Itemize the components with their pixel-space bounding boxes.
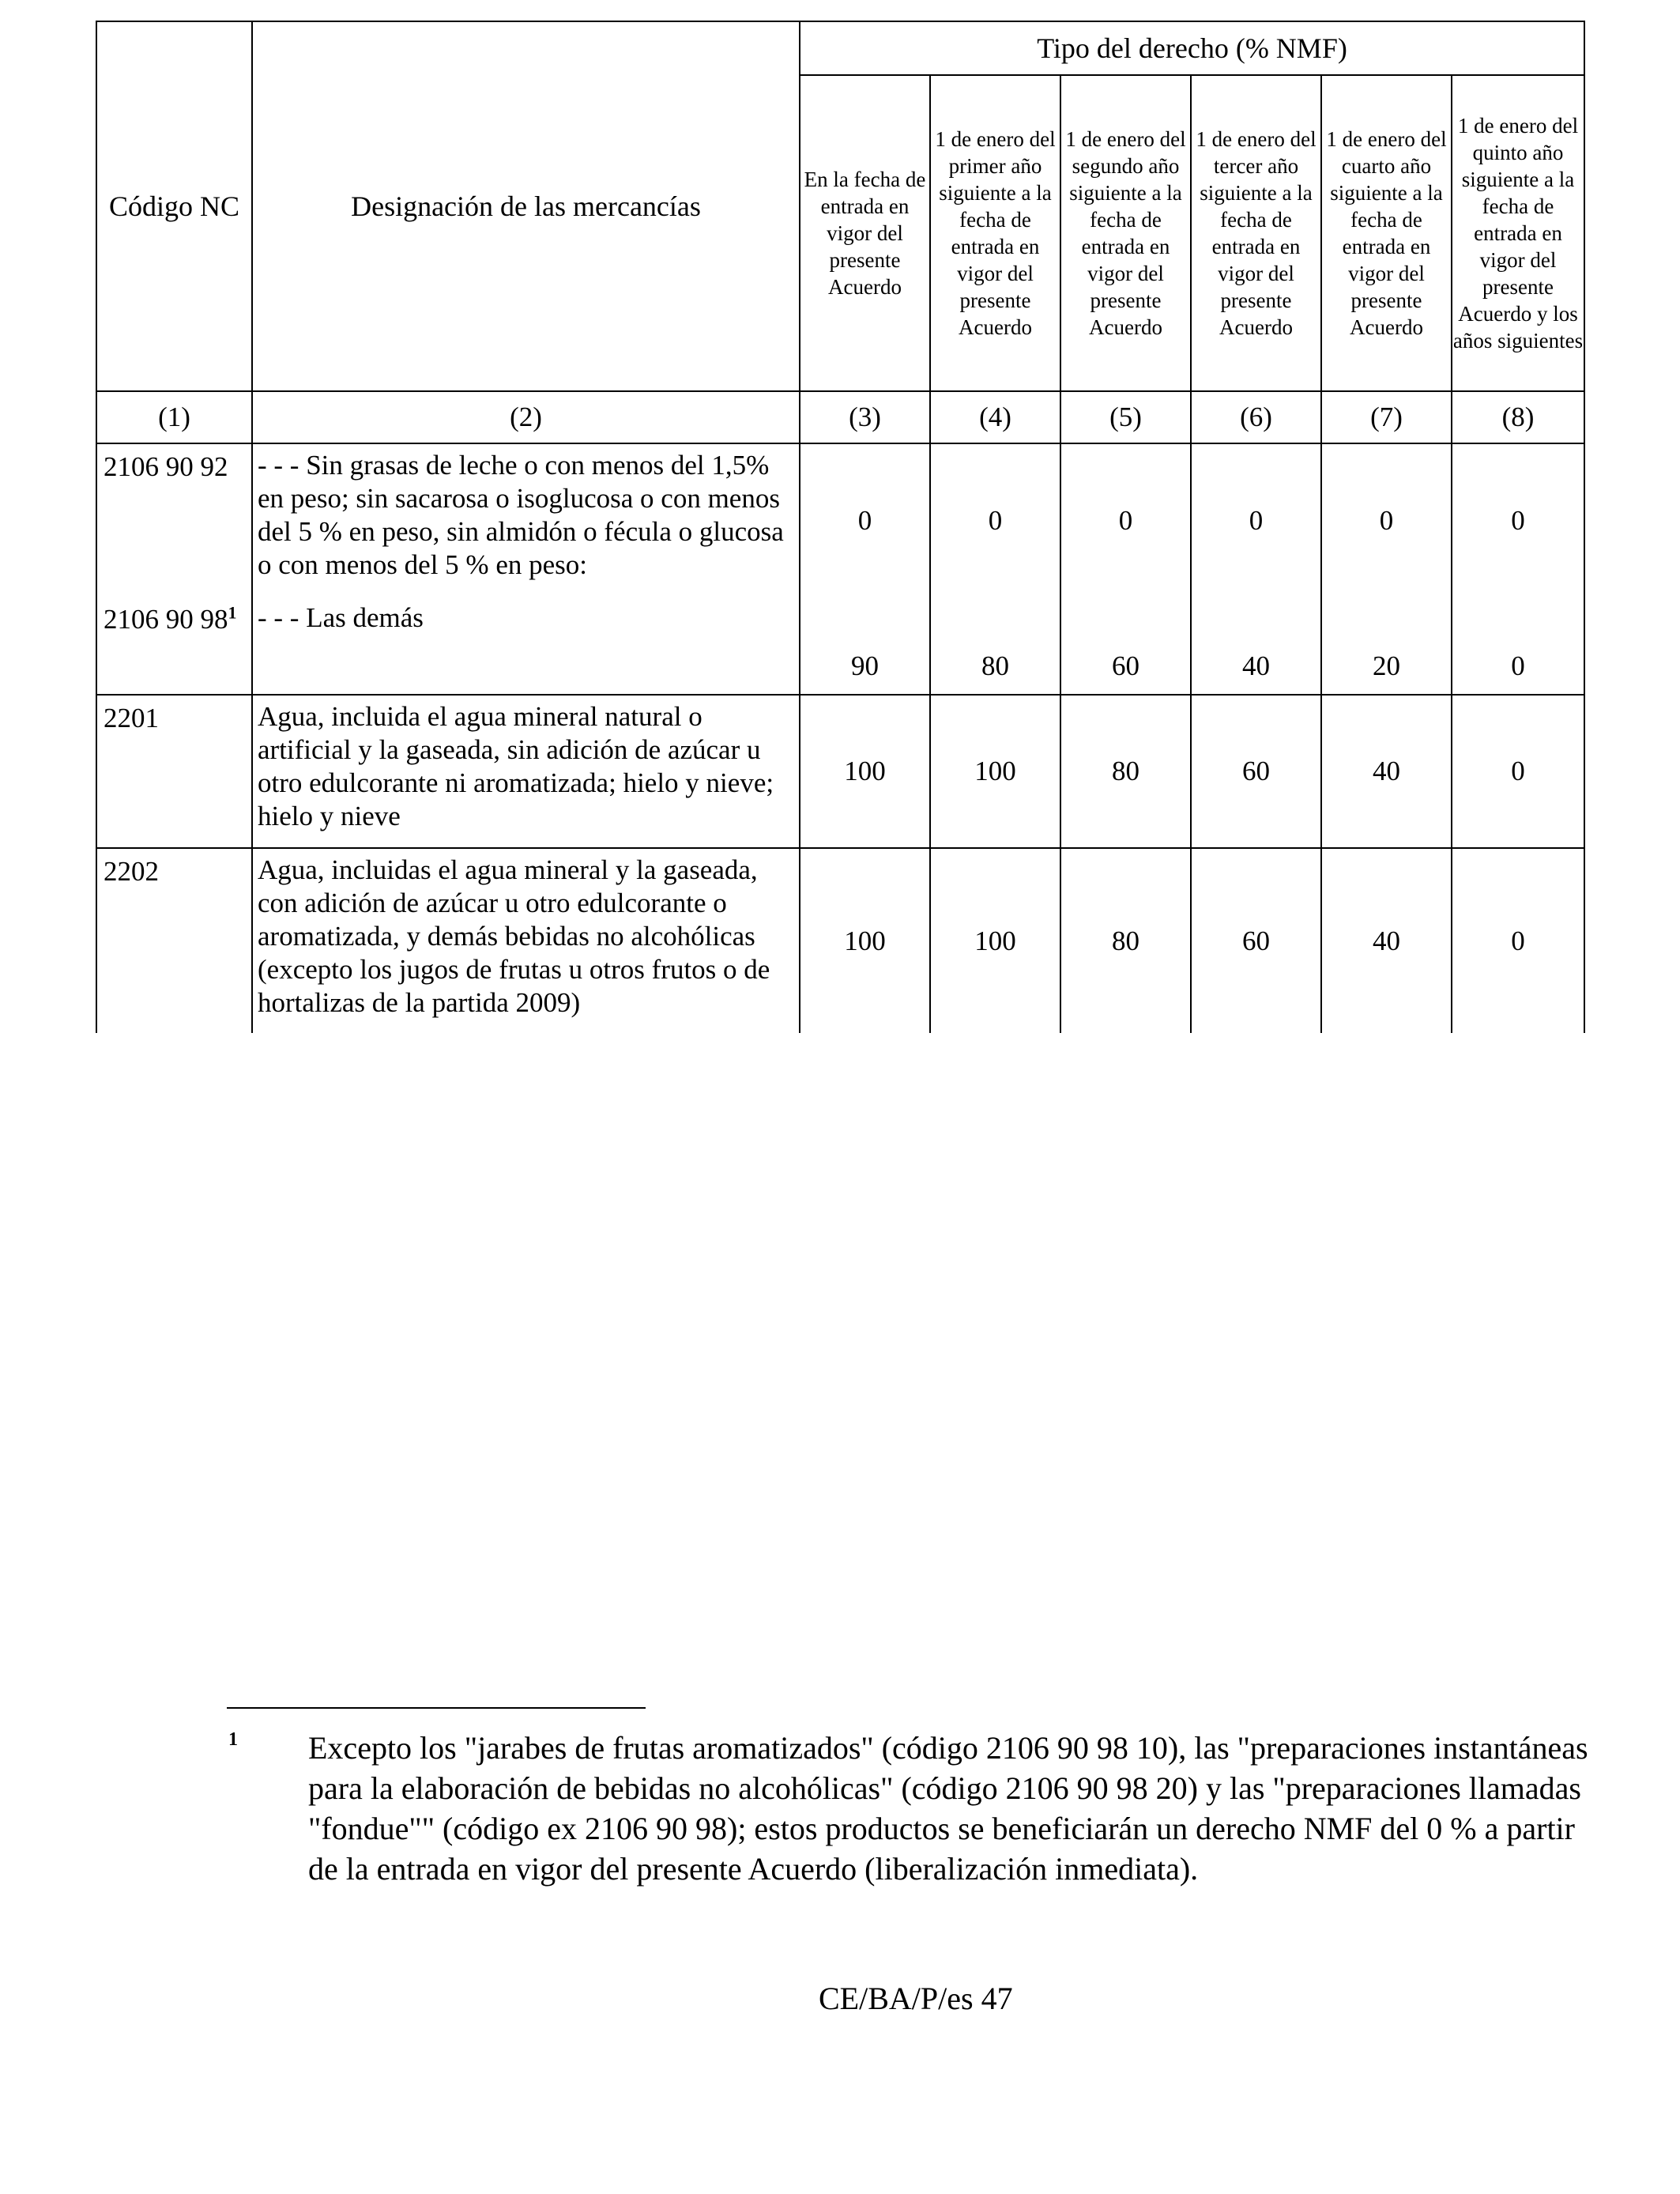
row-description: - - - Sin grasas de leche o con menos del 1,5% en peso; sin sacarosa o isoglucosa o con menos del 5 % en peso, sin almidón o fécula o glucosa o con menos del 5 % en peso: (252, 443, 800, 597)
column-number: (2) (252, 391, 800, 443)
rate-value: 40 (1321, 695, 1452, 848)
rate-value: 0 (1191, 443, 1321, 597)
header-rate-col: 1 de enero del segundo año siguiente a la fecha de entrada en vigor del presente Acuerdo (1060, 75, 1191, 391)
page-reference: CE/BA/P/es 47 (819, 1981, 1013, 2016)
header-rate-col: 1 de enero del primer año siguiente a la fecha de entrada en vigor del presente Acuerdo (930, 75, 1060, 391)
header-rate-title: Tipo del derecho (% NMF) (800, 21, 1584, 75)
rate-value: 100 (930, 695, 1060, 848)
column-number: (7) (1321, 391, 1452, 443)
rate-value: 60 (1191, 848, 1321, 1033)
rate-value: 80 (1060, 848, 1191, 1033)
column-number: (3) (800, 391, 930, 443)
table-row (96, 443, 1584, 597)
header-rate-col: 1 de enero del quinto año siguiente a la fecha de entrada en vigor del presente Acuerdo y los años siguientes (1452, 75, 1584, 391)
header-rate-col: En la fecha de entrada en vigor del presente Acuerdo (800, 75, 930, 391)
rate-value: 90 (800, 597, 930, 695)
rate-value: 0 (800, 443, 930, 597)
rate-value: 0 (1060, 443, 1191, 597)
column-number: (4) (930, 391, 1060, 443)
row-description: Agua, incluidas el agua mineral y la gaseada, con adición de azúcar u otro edulcorante o aromatizada, y demás bebidas no alcohólicas (excepto los jugos de frutas u otros frutos o de hortalizas de la partida 2009) (252, 848, 800, 1033)
footnote-text: Excepto los "jarabes de frutas aromatizados" (código 2106 90 98 10), las "preparaciones instantáneas para la elaboración de bebidas no alcohólicas" (código 2106 90 98 20) y las "preparaciones llamadas "fondue"" (código ex 2106 90 98); estos productos se beneficiarán un derecho NMF del 0 % a partir de la entrada en vigor del presente Acuerdo (liberalización inmediata). (308, 1730, 1588, 1887)
column-number: (6) (1191, 391, 1321, 443)
row-code-text: 2106 90 98 (104, 604, 228, 635)
footnote-ref: 1 (228, 602, 237, 623)
column-number: (8) (1452, 391, 1584, 443)
header-rate-col: 1 de enero del cuarto año siguiente a la fecha de entrada en vigor del presente Acuerdo (1321, 75, 1452, 391)
rate-value: 0 (1452, 597, 1584, 695)
rate-value: 60 (1191, 695, 1321, 848)
rate-value: 0 (930, 443, 1060, 597)
header-rate-col: 1 de enero del tercer año siguiente a la fecha de entrada en vigor del presente Acuerdo (1191, 75, 1321, 391)
header-row-title (96, 21, 1584, 75)
table-row (96, 695, 1584, 848)
row-code: 2201 (96, 695, 252, 848)
rate-value: 100 (800, 848, 930, 1033)
column-number: (5) (1060, 391, 1191, 443)
rate-value: 40 (1191, 597, 1321, 695)
footnote-separator (227, 1707, 646, 1709)
rate-value: 100 (930, 848, 1060, 1033)
table-row (96, 597, 1584, 695)
tariff-table (96, 21, 1585, 1033)
row-code: 2202 (96, 848, 252, 1033)
rate-value: 0 (1452, 848, 1584, 1033)
row-description: - - - Las demás (252, 597, 800, 695)
rate-value: 60 (1060, 597, 1191, 695)
rate-value: 0 (1452, 443, 1584, 597)
header-designation: Designación de las mercancías (252, 21, 800, 391)
rate-value: 0 (1452, 695, 1584, 848)
rate-value: 80 (930, 597, 1060, 695)
rate-value: 20 (1321, 597, 1452, 695)
rate-value: 100 (800, 695, 930, 848)
rate-value: 0 (1321, 443, 1452, 597)
column-number-row (96, 391, 1584, 443)
table-row (96, 848, 1584, 1033)
row-code: 2106 90 92 (96, 443, 252, 597)
header-code: Código NC (96, 21, 252, 391)
row-code (96, 597, 252, 695)
rate-value: 80 (1060, 695, 1191, 848)
rate-value: 40 (1321, 848, 1452, 1033)
footnote-marker: 1 (228, 1729, 238, 1750)
row-description: Agua, incluida el agua mineral natural o artificial y la gaseada, sin adición de azúcar u otro edulcorante ni aromatizada; hielo y nieve; hielo y nieve (252, 695, 800, 848)
column-number: (1) (96, 391, 252, 443)
